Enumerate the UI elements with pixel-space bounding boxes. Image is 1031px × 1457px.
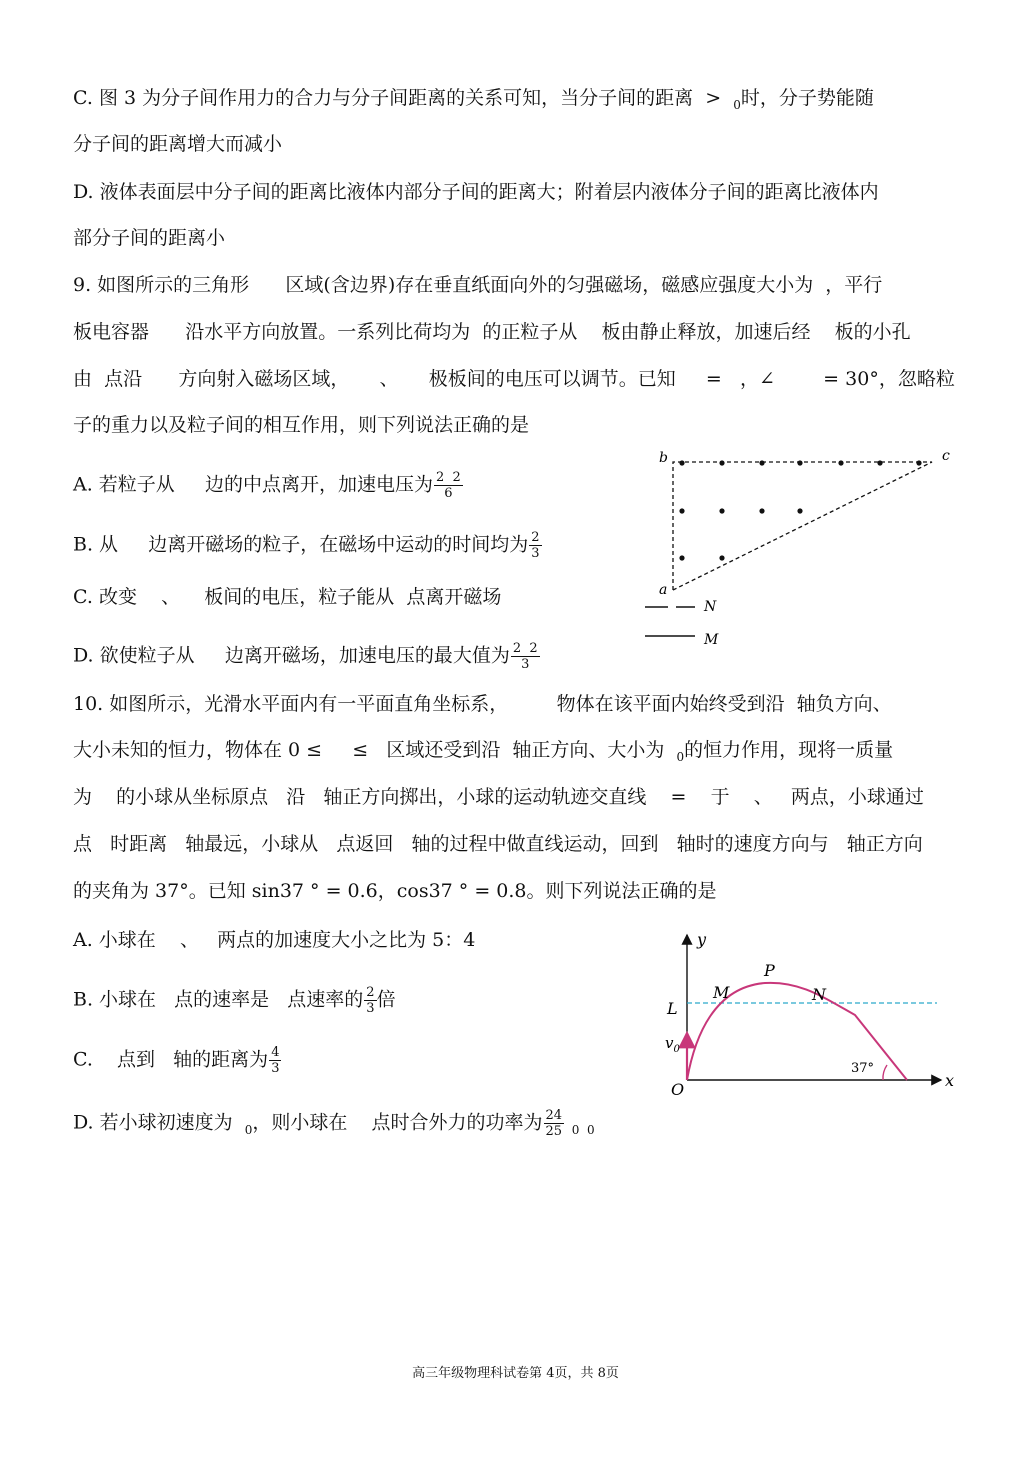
angle-label: 37° [851,1061,875,1076]
q10-option-c: C. 点到 轴的距离为 $\frac{4}{3}$ [73,1045,280,1076]
q10-trajectory-figure [655,925,965,1105]
label-n: N [704,599,717,615]
q9-stem-line3: 由 点沿 方向射入磁场区域， 、 极板间的电压可以调节。已知 = ，∠ = 30°，忽略粒 [73,368,955,390]
q9-option-d: D. 欲使粒子从 边离开磁场，加速电压的最大值为 $\frac{2 2}{3}$ [73,641,538,672]
angle-arc [883,1065,887,1080]
q8-option-c-line1: C. 图 3 为分子间作用力的合力与分子间距离的关系可知，当分子间的距离 > $_0$时，分子势能随 [73,87,874,112]
point-n-label: N [812,985,826,1004]
q10-option-d: D. 若小球初速度为 $_0$，则小球在 点时合外力的功率为 $\frac{24}{25}$ $_{0 0}$ [73,1108,595,1139]
v0-label: $v_0$ [665,1034,680,1055]
x-axis-label: x [945,1071,955,1090]
q8-option-d-line1: D. 液体表面层中分子间的距离比液体内部分子间的距离大；附着层内液体分子间的距离比液体内 [73,181,879,203]
q10-stem-line4: 点 时距离 轴最远，小球从 点返回 轴的过程中做直线运动，回到 轴时的速度方向与 轴正方向 [73,833,923,855]
field-dots [679,460,921,560]
q10-option-b: B. 小球在 点的速率是 点速率的 $\frac{2}{3}$ 倍 [73,985,396,1016]
q10-stem-line5: 的夹角为 37°。已知 sin37 ° = 0.6，cos37 ° = 0.8。则下列说法正确的是 [73,880,717,902]
q10-option-a: A. 小球在 、 两点的加速度大小之比为 5：4 [73,929,476,951]
point-m-label: M [713,983,730,1002]
label-a: a [659,582,668,598]
y-axis-label: y [697,930,707,949]
l-label: L [667,999,678,1018]
q9-option-c: C. 改变 、 板间的电压，粒子能从 点离开磁场 [73,586,502,608]
q9-stem-line1: 9. 如图所示的三角形 区域(含边界)存在垂直纸面向外的匀强磁场，磁感应强度大小为 ，平行 [73,274,883,296]
q9-triangle-field-figure [630,440,960,655]
q10-stem-line3: 为 的小球从坐标原点 沿 轴正方向掷出，小球的运动轨迹交直线 = 于 、 两点，小球通过 [73,786,924,808]
page-footer: 高三年级物理科试卷第 4页，共 8页 [412,1366,619,1381]
label-m: M [704,632,719,648]
q9-option-a: A. 若粒子从 边的中点离开，加速电压为 $\frac{2 2}{6}$ [73,470,461,501]
q9-stem-line4: 子的重力以及粒子间的相互作用，则下列说法正确的是 [73,414,530,436]
q9-stem-line2: 板电容器 沿水平方向放置。一系列比荷均为 的正粒子从 板由静止释放，加速后经 板的小孔 [73,321,911,343]
point-p-label: P [764,961,775,980]
label-c: c [942,448,950,464]
triangle-boundary [673,462,932,590]
q9-option-b: B. 从 边离开磁场的粒子，在磁场中运动的时间均为 $\frac{2}{3}$ [73,530,540,561]
q10-stem-line2: 大小未知的恒力，物体在 0 ≤ ≤ 区域还受到沿 轴正方向、大小为 $_0$的恒力作用，现将一质量 [73,739,894,764]
label-b: b [659,450,668,466]
q10-stem-line1: 10. 如图所示，光滑水平面内有一平面直角坐标系， 物体在该平面内始终受到沿 轴负方向、 [73,693,892,715]
origin-label: O [671,1080,685,1099]
q8-option-c-line2: 分子间的距离增大而减小 [73,133,283,155]
q8-option-d-line2: 部分子间的距离小 [73,227,226,249]
